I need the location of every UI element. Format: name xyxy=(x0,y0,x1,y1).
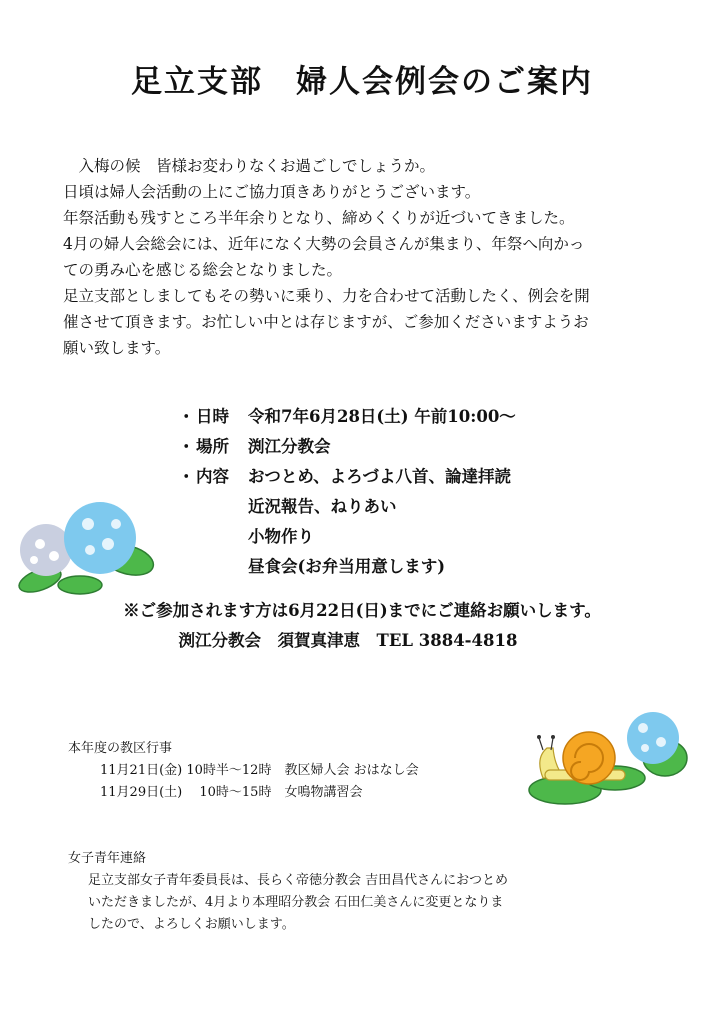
date-label: 日時 xyxy=(196,407,229,426)
detail-content xyxy=(178,462,516,492)
page-title: 足立支部 婦人会例会のご案内 xyxy=(131,64,593,100)
youth-line: したので、よろしくお願いします。 xyxy=(88,917,295,932)
bullet: ・ xyxy=(178,407,195,426)
hydrangea-illustration xyxy=(10,500,160,595)
content-line: 昼食会(お弁当用意します) xyxy=(248,557,446,576)
youth-heading: 女子青年連絡 xyxy=(68,851,147,866)
intro-line: 願い致します。 xyxy=(63,339,171,357)
intro-paragraph xyxy=(63,153,653,361)
youth-text xyxy=(68,870,578,936)
events-heading: 本年度の教区行事 xyxy=(68,741,173,756)
detail-content-cont xyxy=(178,492,516,522)
youth-line: いただきましたが、4月より本理昭分教会 石田仁美さんに変更となりま xyxy=(88,895,504,910)
bullet: ・ xyxy=(178,467,195,486)
youth-notice xyxy=(68,848,578,936)
intro-line: 年祭活動も残すところ半年余りとなり、締めくくりが近づいてきました。 xyxy=(63,209,575,227)
date-value: 令和7年6月28日(土) 午前10:00～ xyxy=(248,407,516,426)
content-line: おつとめ、よろづよ八首、論達拝読 xyxy=(248,467,512,486)
event-details xyxy=(178,402,516,582)
intro-line: 4月の婦人会総会には、近年になく大勢の会員さんが集まり、年祭へ向かっ xyxy=(63,235,585,253)
detail-place xyxy=(178,432,516,462)
content-line: 近況報告、ねりあい xyxy=(248,497,397,516)
intro-line: 催させて頂きます。お忙しい中とは存じますが、ご参加くださいますようお xyxy=(63,313,589,331)
content-label: 内容 xyxy=(196,467,229,486)
detail-content-cont xyxy=(178,522,516,552)
youth-line: 足立支部女子青年委員長は、長らく帝徳分教会 吉田昌代さんにおつとめ xyxy=(88,873,509,888)
intro-line: 日頃は婦人会活動の上にご協力頂きありがとうございます。 xyxy=(63,183,481,201)
contact-info: 渕江分教会 須賀真津恵 TEL 3884-4818 xyxy=(178,631,518,650)
annual-events xyxy=(68,738,419,804)
rsvp-notice: ※ご参加されます方は6月22日(日)までにご連絡お願いします。 xyxy=(123,601,601,620)
place-label: 場所 xyxy=(196,437,229,456)
place-value: 渕江分教会 xyxy=(248,437,331,456)
snail-on-hydrangea-illustration xyxy=(525,708,695,808)
intro-line: ての勇み心を感じる総会となりました。 xyxy=(63,261,343,279)
intro-line: 入梅の候 皆様お変わりなくお過ごしでしょうか。 xyxy=(63,157,436,175)
intro-line: 足立支部としましてもその勢いに乗り、力を合わせて活動したく、例会を開 xyxy=(63,287,590,305)
detail-date xyxy=(178,402,516,432)
bullet: ・ xyxy=(178,437,195,456)
detail-content-cont xyxy=(178,552,516,582)
event-item: 11月21日(金) 10時半～12時 教区婦人会 おはなし会 xyxy=(100,763,419,778)
content-line: 小物作り xyxy=(248,527,314,546)
event-item: 11月29日(土) 10時～15時 女鳴物講習会 xyxy=(100,785,363,800)
contact-block xyxy=(0,596,724,656)
